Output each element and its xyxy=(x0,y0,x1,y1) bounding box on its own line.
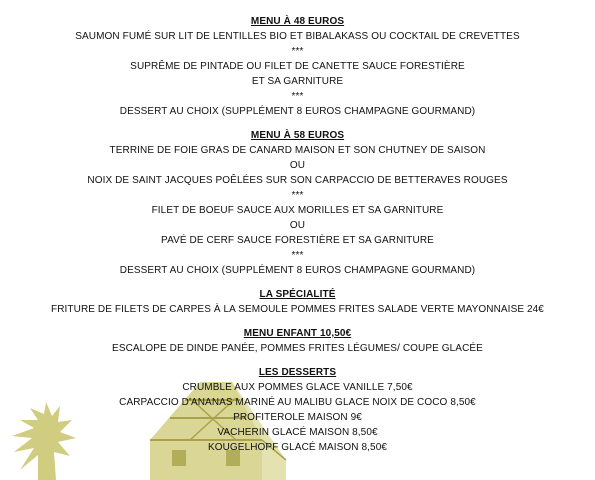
menu-line: FILET DE BOEUF SAUCE AUX MORILLES ET SA GARNITURE xyxy=(151,205,444,216)
menu-line: DESSERT AU CHOIX (SUPPLÉMENT 8 EUROS CHAMPAGNE GOURMAND) xyxy=(119,265,476,276)
menu-line: DESSERT AU CHOIX (SUPPLÉMENT 8 EUROS CHAMPAGNE GOURMAND) xyxy=(119,106,476,117)
menu-section-desserts xyxy=(0,365,595,455)
menu-line: SAUMON FUMÉ SUR LIT DE LENTILLES BIO ET BIBALAKASS OU COCKTAIL DE CREVETTES xyxy=(75,31,520,42)
section-title: LES DESSERTS xyxy=(258,367,337,378)
menu-line: VACHERIN GLACÉ MAISON 8,50€ xyxy=(217,427,378,438)
section-title: MENU À 58 EUROS xyxy=(250,130,345,141)
menu-document xyxy=(0,14,595,464)
menu-line: ET SA GARNITURE xyxy=(251,76,344,87)
section-title: MENU À 48 EUROS xyxy=(250,16,345,27)
menu-line: CRUMBLE AUX POMMES GLACE VANILLE 7,50€ xyxy=(182,382,413,393)
menu-line: FRITURE DE FILETS DE CARPES À LA SEMOULE POMMES FRITES SALADE VERTE MAYONNAISE 24€ xyxy=(51,304,544,315)
menu-line: *** xyxy=(291,46,304,57)
menu-line: TERRINE DE FOIE GRAS DE CANARD MAISON ET SON CHUTNEY DE SAISON xyxy=(109,145,486,156)
menu-line: OU xyxy=(289,220,306,231)
section-title: MENU ENFANT 10,50€ xyxy=(243,328,352,339)
menu-line: PAVÉ DE CERF SAUCE FORESTIÈRE ET SA GARNITURE xyxy=(161,235,434,246)
menu-line: NOIX DE SAINT JACQUES POÊLÉES SUR SON CARPACCIO DE BETTERAVES ROUGES xyxy=(87,175,508,186)
menu-section-enfant xyxy=(0,326,595,356)
section-title: LA SPÉCIALITÉ xyxy=(259,289,336,300)
menu-line: OU xyxy=(289,160,306,171)
menu-section-58 xyxy=(0,128,595,278)
menu-line: *** xyxy=(291,250,304,261)
menu-line: ESCALOPE DE DINDE PANÉE, POMMES FRITES LÉGUMES/ COUPE GLACÉE xyxy=(112,343,483,354)
menu-line: *** xyxy=(291,91,304,102)
menu-line: SUPRÊME DE PINTADE OU FILET DE CANETTE SAUCE FORESTIÈRE xyxy=(130,61,465,72)
menu-section-specialite xyxy=(0,287,595,317)
menu-line: *** xyxy=(291,190,304,201)
menu-section-48 xyxy=(0,14,595,119)
menu-line: KOUGELHOPF GLACÉ MAISON 8,50€ xyxy=(207,442,388,453)
menu-line: PROFITEROLE MAISON 9€ xyxy=(233,412,362,423)
menu-line: CARPACCIO D'ANANAS MARINÉ AU MALIBU GLACE NOIX DE COCO 8,50€ xyxy=(119,397,476,408)
